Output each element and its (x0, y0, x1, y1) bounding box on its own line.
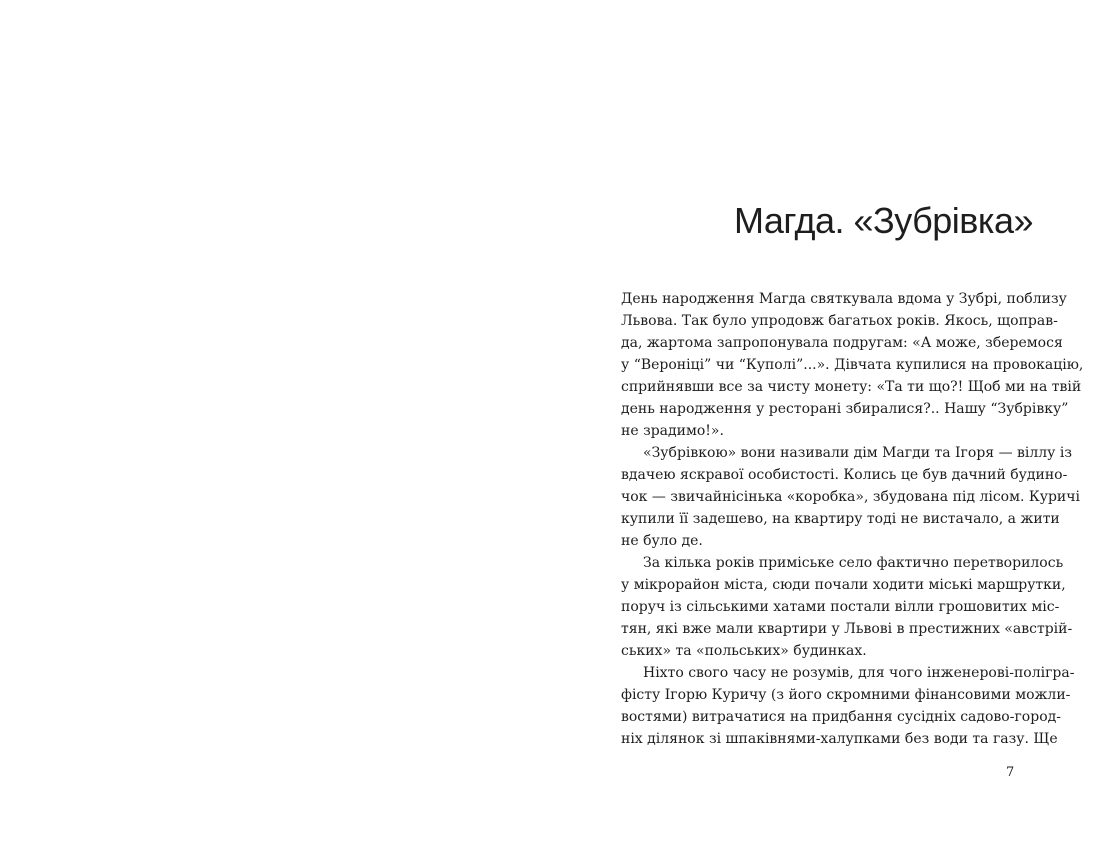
text-line: поруч із сільськими хатами постали вілли грошовитих міс- (621, 599, 1060, 615)
text-line: востями) витрачатися на придбання сусідніх садово-город- (621, 709, 1061, 725)
text-line: Ніхто свого часу не розумів, для чого інженерові-полігра- (643, 665, 1075, 681)
text-line: вдачею яскравої особистості. Колись це був дачний будино- (621, 467, 1068, 483)
text-line: у мікрорайон міста, сюди почали ходити міські маршрутки, (621, 577, 1066, 593)
text-line: день народження у ресторані збиралися?.. Нашу “Зубрівку” (621, 401, 1069, 417)
text-line: чок — звичайнісінька «коробка», збудована під лісом. Куричі (621, 489, 1080, 505)
left-page (0, 0, 552, 850)
text-line: ніх ділянок зі шпаківнями-халупками без води та газу. Ще (621, 731, 1058, 747)
text-line: купили її задешево, на квартиру тоді не вистачало, а жити (621, 511, 1060, 527)
text-line: День народження Магда святкувала вдома у Зубрі, поблизу (621, 291, 1067, 307)
text-line: не було де. (621, 533, 703, 549)
text-line: тян, які вже мали квартири у Львові в престижних «австрій- (621, 621, 1073, 637)
page-number: 7 (1006, 765, 1015, 780)
text-line: Львова. Так було упродовж багатьох років. Якось, щоправ- (621, 313, 1058, 329)
text-line: За кілька років приміське село фактично перетворилось (643, 555, 1064, 571)
text-line: да, жартома запропонувала подругам: «А може, зберемося (621, 335, 1063, 351)
text-line: не зрадимо!». (621, 423, 724, 439)
text-line: «Зубрівкою» вони називали дім Магди та Ігоря — віллу із (643, 445, 1072, 461)
chapter-title: Магда. «Зубрівка» (734, 200, 1033, 241)
text-line: у “Вероніці” чи “Куполі”...». Дівчата купилися на провокацію, (621, 357, 1084, 373)
right-page (553, 0, 1105, 850)
body-text (621, 288, 1084, 750)
text-line: сприйнявши все за чисту монету: «Та ти що?! Щоб ми на твій (621, 379, 1082, 395)
text-line: фісту Ігорю Куричу (з його скромними фінансовими можли- (621, 687, 1071, 703)
text-line: ських» та «польських» будинках. (621, 643, 867, 659)
